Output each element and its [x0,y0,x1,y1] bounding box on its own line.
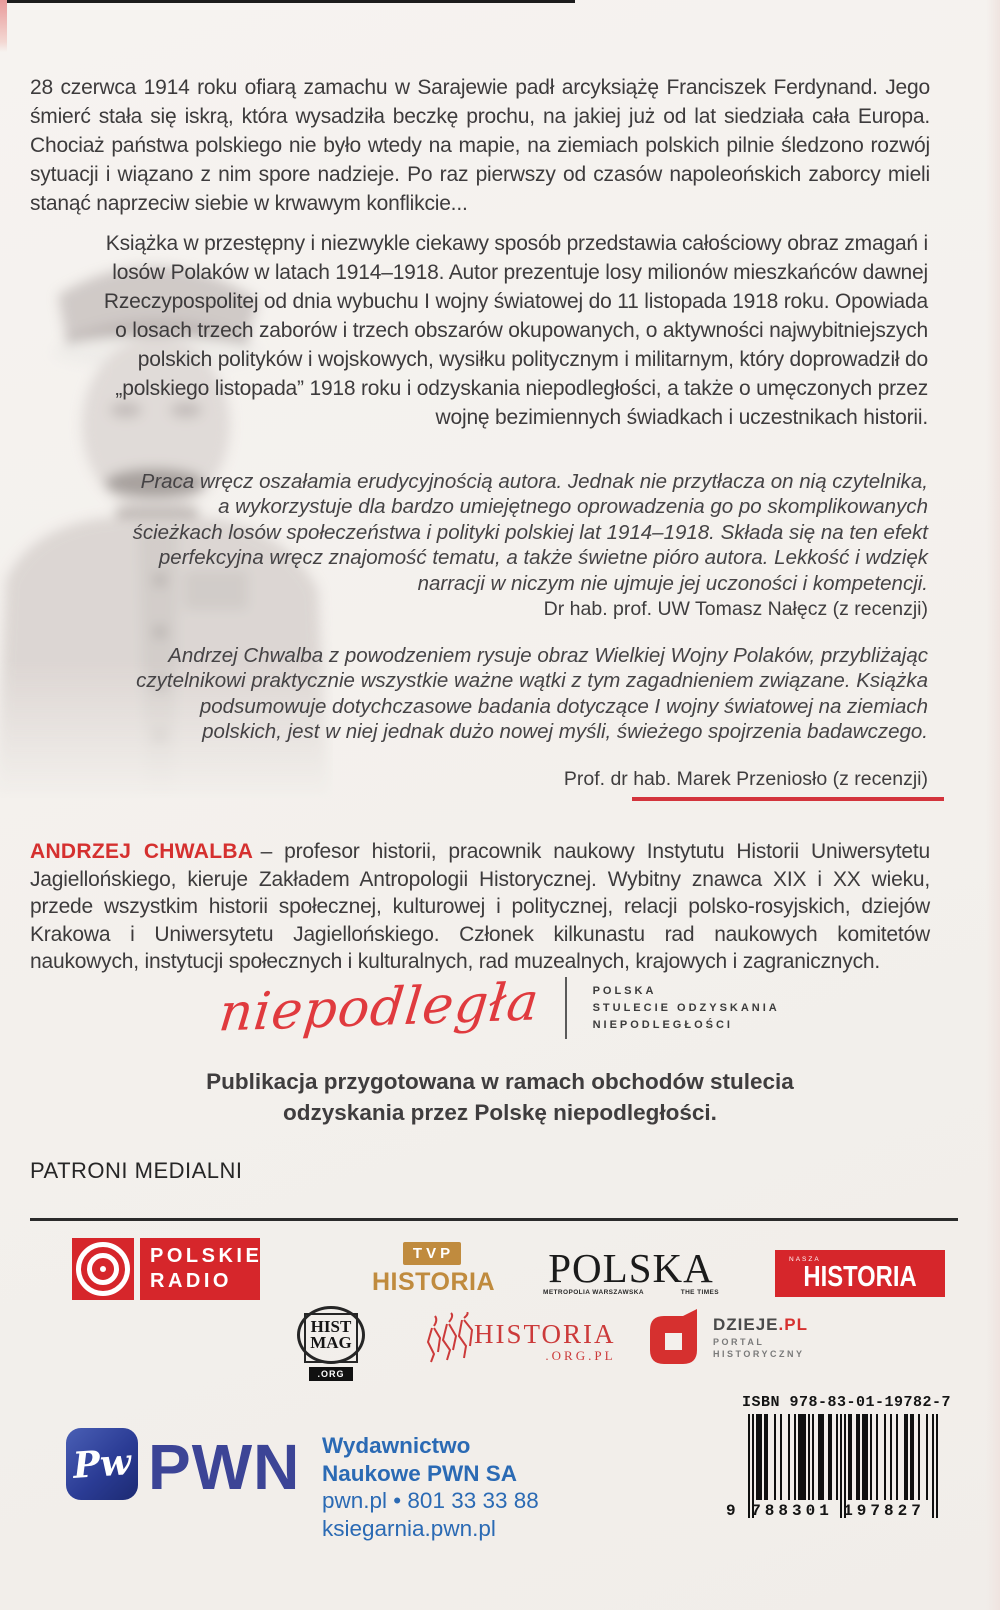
patrons-divider-rule [30,1218,958,1221]
dzieje-tld-part: .PL [778,1315,808,1334]
barcode-bar [798,1414,806,1500]
polskie-radio-target-icon [72,1238,134,1300]
barcode-digit-first: 9 [726,1502,736,1520]
author-bio [30,838,930,976]
niepodlegla-divider [565,977,567,1039]
niepodlegla-caption-line: STULECIE ODZYSKANIA [592,1002,780,1014]
histmag-line1: HIST [310,1317,352,1336]
nasza-historia-logo [775,1250,945,1297]
polskie-radio-line1: POLSKIE [150,1245,263,1267]
tvp-box-icon: TVP [403,1242,461,1265]
dzieje-wordmark [713,1315,808,1335]
pwn-monogram: Pw [71,1441,133,1487]
nasza-historia-wordmark: HISTORIA [803,1260,917,1293]
historia-org-wordmark: HISTORIA [474,1319,616,1349]
barcode-bar [884,1414,886,1500]
isbn-label: ISBN 978-83-01-19782-7 [742,1394,952,1411]
histmag-logo [293,1306,369,1382]
historia-org-pl-logo [424,1312,616,1364]
barcode-bar [808,1414,810,1500]
histmag-line2: MAG [310,1333,352,1352]
dzieje-pl-logo [645,1308,808,1366]
barcode-bar [926,1414,928,1500]
historia-org-figures-icon [424,1312,474,1364]
nasza-historia-top-label: NASZA [789,1255,821,1263]
dzieje-sub1: PORTAL [713,1337,765,1347]
niepodlegla-caption-line: NIEPODLEGŁOŚCI [592,1019,733,1031]
pwn-logo-icon [66,1428,138,1500]
publisher-line: pwn.pl • 801 33 33 88 [322,1488,539,1513]
polska-wordmark: POLSKA [548,1245,714,1291]
barcode-bar [896,1414,898,1500]
campaign-note [0,1066,1000,1128]
barcode-bar [788,1414,790,1500]
barcode-bar [756,1414,762,1500]
barcode-bar [812,1414,814,1500]
barcode-digits [726,1502,956,1520]
histmag-org-label: .ORG [309,1367,352,1381]
scan-edge-right [986,0,1000,1610]
review-author-1: Dr hab. prof. UW Tomasz Nałęcz (z recenzji) [543,597,928,620]
author-bio-text: – profesor historii, pracownik naukowy Instytutu Historii Uniwersytetu Jagiellońskiego, kieruje Zakładem Antropologii Historycznej. Wybitny znawca XIX i XX wieku, przede wszystkim historii społecznej, kulturowej i politycznej, relacji polsko-rosyjskich, dziejów Krakowa i Uniwersytetu Jagiellońskiego. Członek kilkunastu rad naukowych komitetów naukowych, instytucji społecznych i kulturalnych, rad muzealnych, krajowych i zagranicznych. [30,840,931,973]
dzieje-sub2: HISTORYCZNY [713,1349,805,1359]
barcode-bar [862,1414,868,1500]
barcode-digits-right: 197827 [843,1502,925,1520]
polskie-radio-line2: RADIO [150,1270,232,1292]
red-divider-rule [632,797,944,801]
niepodlegla-caption-line: POLSKA [592,985,657,997]
polska-sub-right: THE TIMES [680,1289,719,1296]
niepodlegla-script-wordmark: niepodległa [216,972,543,1044]
barcode-bar [918,1414,920,1500]
pwn-wordmark: PWN [148,1431,301,1503]
historia-org-suffix: .ORG.PL [545,1348,616,1363]
niepodlegla-caption [593,985,780,1031]
campaign-note-line1: Publikacja przygotowana w ramach obchodów stulecia [206,1069,794,1094]
tvp-historia-logo [372,1242,495,1297]
publisher-info [322,1432,539,1542]
publisher-line: Naukowe PWN SA [322,1460,518,1486]
intro-paragraph: 28 czerwca 1914 roku ofiarą zamachu w Sarajewie padł arcyksiążę Franciszek Ferdynand. Jego śmierć stała się iskrą, która wysadziła beczkę prochu, na jakiej już od lat siedziała cała Europa. Chociaż państwa polskiego nie było wtedy na mapie, na ziemiach polskich pilnie śledzono rozwój sytuacji i wiązano z nim spore nadzieje. Po raz pierwszy od czasów napoleońskich zaborcy mieli stanąć naprzeciw siebie w krwawym konflikcie... [30,76,930,215]
dzieje-d-icon [645,1308,699,1366]
barcode-bar [876,1414,878,1500]
polska-times-logo [543,1245,719,1296]
synopsis-paragraph: Książka w przestępny i niezwykle ciekawy sposób przedstawia całościowy obraz zmagań i losów Polaków w latach 1914–1918. Autor prezentuje losy milionów mieszkańców dawnej Rzeczypospolitej od dnia wybuchu I wojny światowej do 11 listopada 1918 roku. Opowiada o losach trzech zaborów i trzech obszarów okupowanych, o aktywności najwybitniejszych polskich polityków i wojskowych, wysiłku politycznym i militarnym, który doprowadził do „polskiego listopada” 1918 roku i odzyskania niepodległości, a także o umęczonych przez wojnę bezimiennych świadkach i uczestnikach historii. [103,232,928,429]
review-quote-1: Praca wręcz oszałamia erudycyjnością autora. Jednak nie przytłacza on nią czytelnika, a wykorzystuje dla bardzo umiejętnego oprowadzenia go po skomplikowanych ścieżkach losów społeczeństwa i polityki polskiej lat 1914–1918. Składa się na ten efekt perfekcyjna wręcz znajomość tematu, a także świetne pióro autora. Lekkość i wdzięk narracji w niczym nie ujmuje jej uczoności i kompetencji. [132,469,928,595]
barcode-bar [818,1414,824,1500]
campaign-note-line2: odzyskania przez Polskę niepodległości. [283,1100,717,1125]
review-author-2: Prof. dr hab. Marek Przeniosło (z recenzji) [563,767,928,790]
scan-edge-corner [0,0,7,52]
barcode-bar [910,1414,914,1500]
niepodlegla-logo [0,968,1000,1048]
barcode-bar [904,1414,908,1500]
barcode-bar [856,1414,860,1500]
barcode-bar [890,1414,892,1500]
tvp-historia-wordmark: HISTORIA [372,1268,495,1296]
polskie-radio-wordmark [140,1238,263,1300]
barcode-bar [794,1414,796,1500]
publisher-line: ksiegarnia.pwn.pl [322,1515,496,1541]
barcode-bar [870,1414,872,1500]
barcode-bar [836,1414,838,1500]
barcode-bar [828,1414,832,1500]
barcode-bar [774,1414,776,1500]
scan-edge-top [0,0,575,3]
histmag-circle-icon [297,1306,365,1364]
barcode-bar [764,1414,768,1500]
patrons-section-title: PATRONI MEDIALNI [30,1158,243,1183]
barcode-digits-left: 788301 [751,1502,833,1520]
polska-sub-left: METROPOLIA WARSZAWSKA [543,1289,644,1296]
publisher-line: Wydawnictwo [322,1433,471,1458]
review-quote-2: Andrzej Chwalba z powodzeniem rysuje obraz Wielkiej Wojny Polaków, przybliżając czytelnikowi praktycznie wszystkie ważne wątki z tym zagadnieniem związane. Książka podsumowuje dotychczasowe badania dotyczące I wojny światowej na ziemiach polskich, jest w niej jednak dużo nowej myśli, świeżego spojrzenia badawczego. [136,643,928,743]
barcode-bar [780,1414,782,1500]
polskie-radio-logo [72,1238,263,1300]
author-name: ANDRZEJ CHWALBA [30,840,254,863]
dzieje-name-part: DZIEJE [713,1315,779,1334]
barcode-bar [848,1414,852,1500]
